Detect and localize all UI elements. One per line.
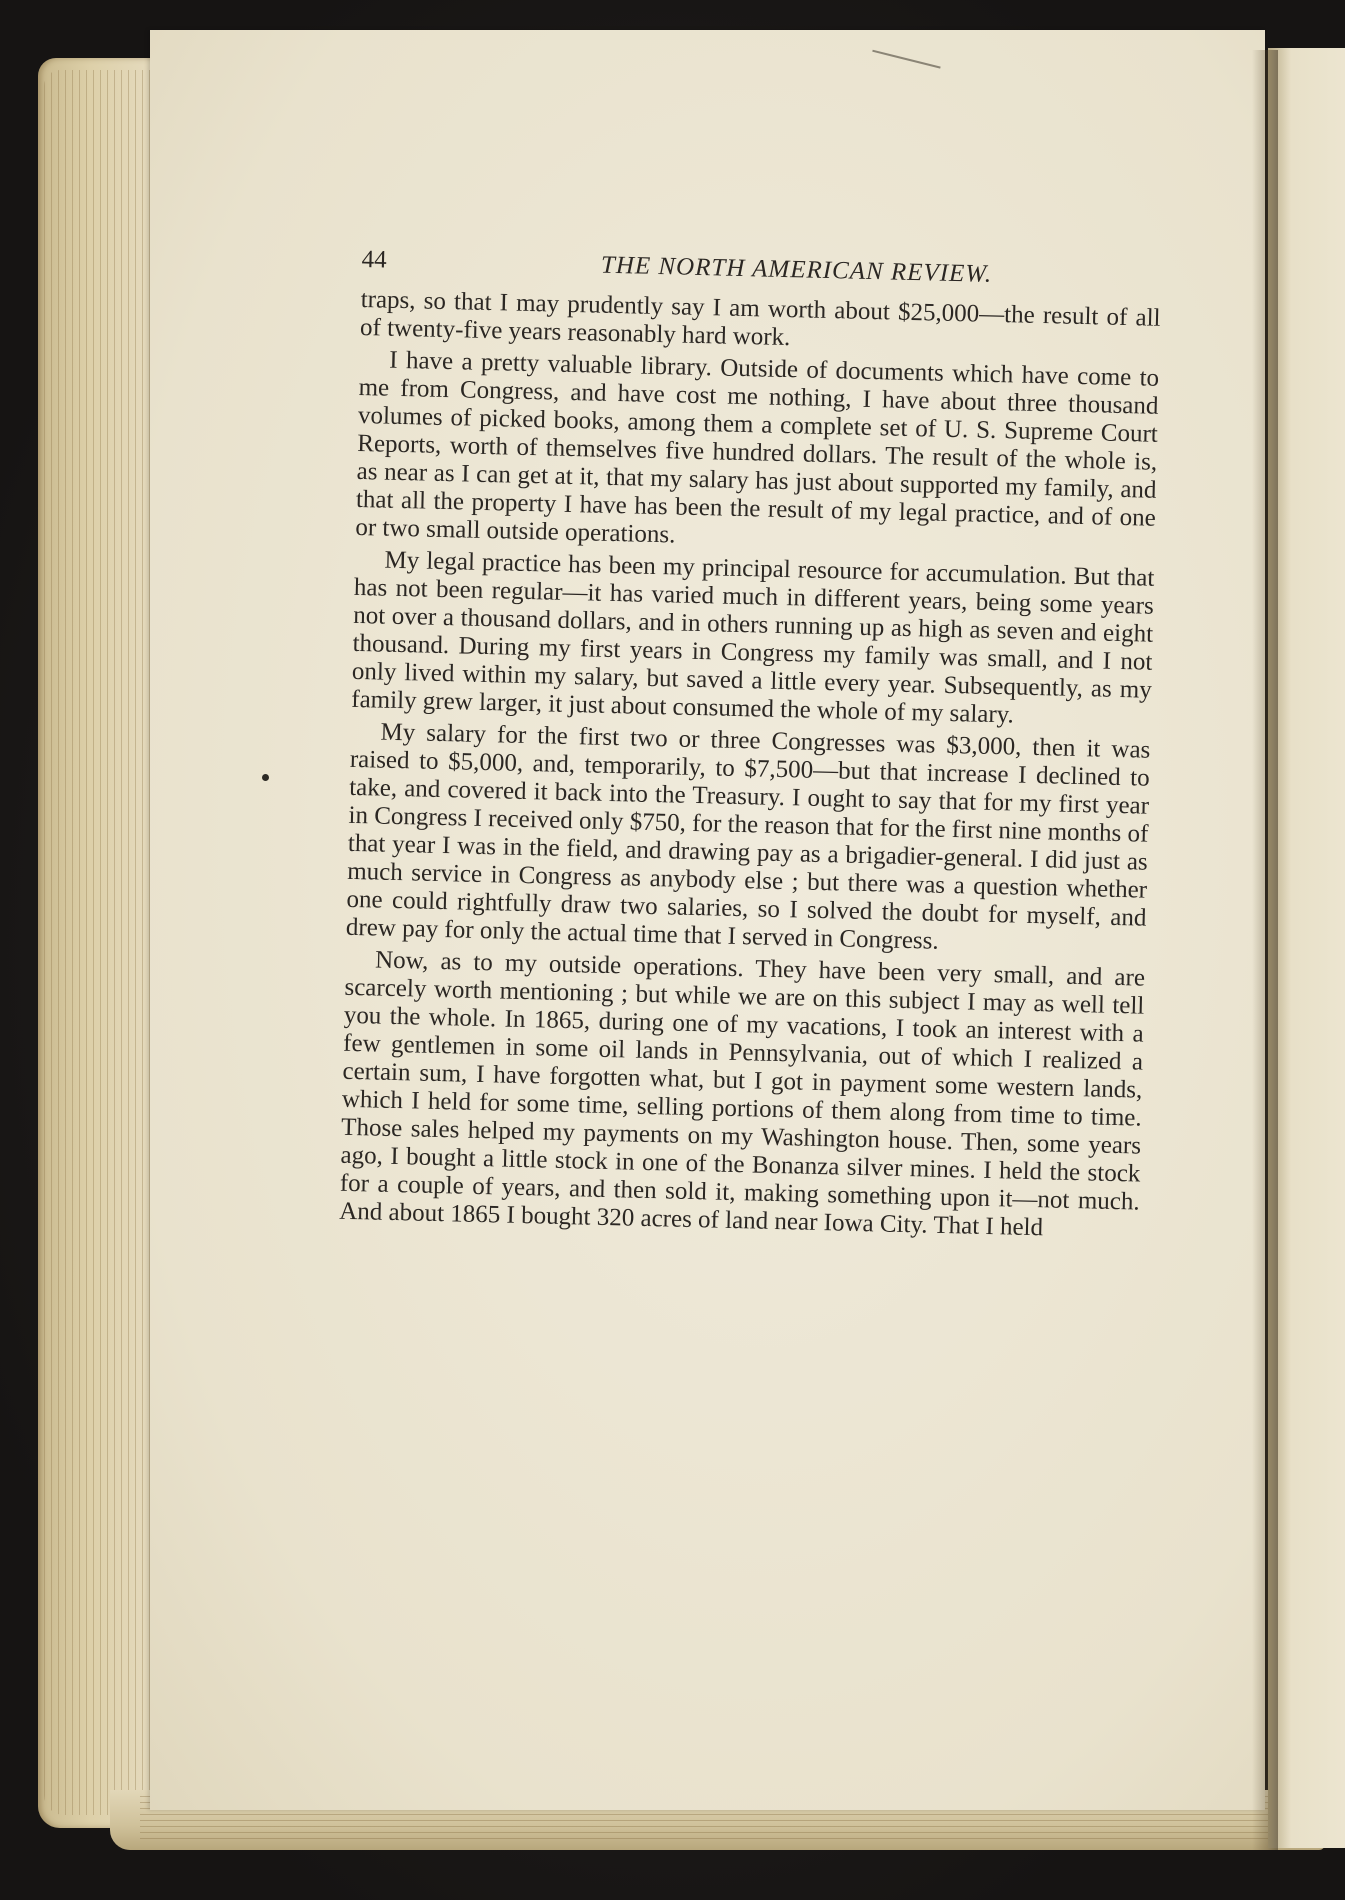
ink-speck <box>262 774 269 781</box>
paragraph: My salary for the first two or three Congresses was $3,000, then it was raised to $5,000, and, temporarily, to $7,500—but that increase I declined to take, and covered it back into the Treasury. I ought to say that for my first year in Congress I received only $750, for the reason that for the first nine months of that year I was in the field, and drawing pay as a brigadier-general. I did just as much service in Congress as anybody else ; but there was a question whether one could rightfully draw two salaries, so I solved the doubt for myself, and drew pay for only the actual time that I served in Congress. <box>345 718 1151 955</box>
paragraph: My legal practice has been my principal resource for accumulation. But that has not been regular—it has varied much in different years, being some years not over a thousand dollars, and in others running up as high as seven and eight thousand. During my first years in Congress my family was small, and I not only lived within my salary, but saved a little every year. Subsequently, as my family grew larger, it just about consumed the whole of my salary. <box>350 546 1155 729</box>
journal-title: THE NORTH AMERICAN REVIEW. <box>600 251 993 288</box>
facing-page <box>1268 48 1345 1848</box>
text-block <box>339 246 1162 1245</box>
paragraph: Now, as to my outside operations. They have been very small, and are scarcely worth mentioning ; but while we are on this subject I may as well tell you the whole. In 1865, during one of my vacations, I took an interest with a few gentlemen in some oil lands in Pennsylvania, out of which I realized a certain sum, I have forgotten what, but I got in payment some western lands, which I held for some time, selling portions of them along from time to time. Those sales helped my payments on my Washington house. Then, some years ago, I bought a little stock in one of the Bonanza silver mines. I held the stock for a couple of years, and then sold it, making something upon it—not much. And about 1865 I bought 320 acres of land near Iowa City. That I held <box>338 946 1146 1242</box>
paragraph: I have a pretty valuable library. Outside of documents which have come to me from Congress, and have cost me nothing, I have about three thousand volumes of picked books, among them a complete set of U. S. Supreme Court Reports, worth of themselves five hundred dollars. The result of the whole is, as near as I can get at it, that my salary has just about supported my family, and that all the property I have has been the result of my legal practice, and of one or two small outside operations. <box>355 346 1160 549</box>
body-text <box>339 286 1161 1245</box>
binding-gutter <box>1252 50 1278 1850</box>
page-edge-texture <box>44 70 164 1815</box>
page-number: 44 <box>361 246 387 274</box>
loose-thread <box>869 50 940 81</box>
paragraph: traps, so that I may prudently say I am worth about $25,000—the result of all of twenty-five years reasonably hard work. <box>359 285 1161 352</box>
